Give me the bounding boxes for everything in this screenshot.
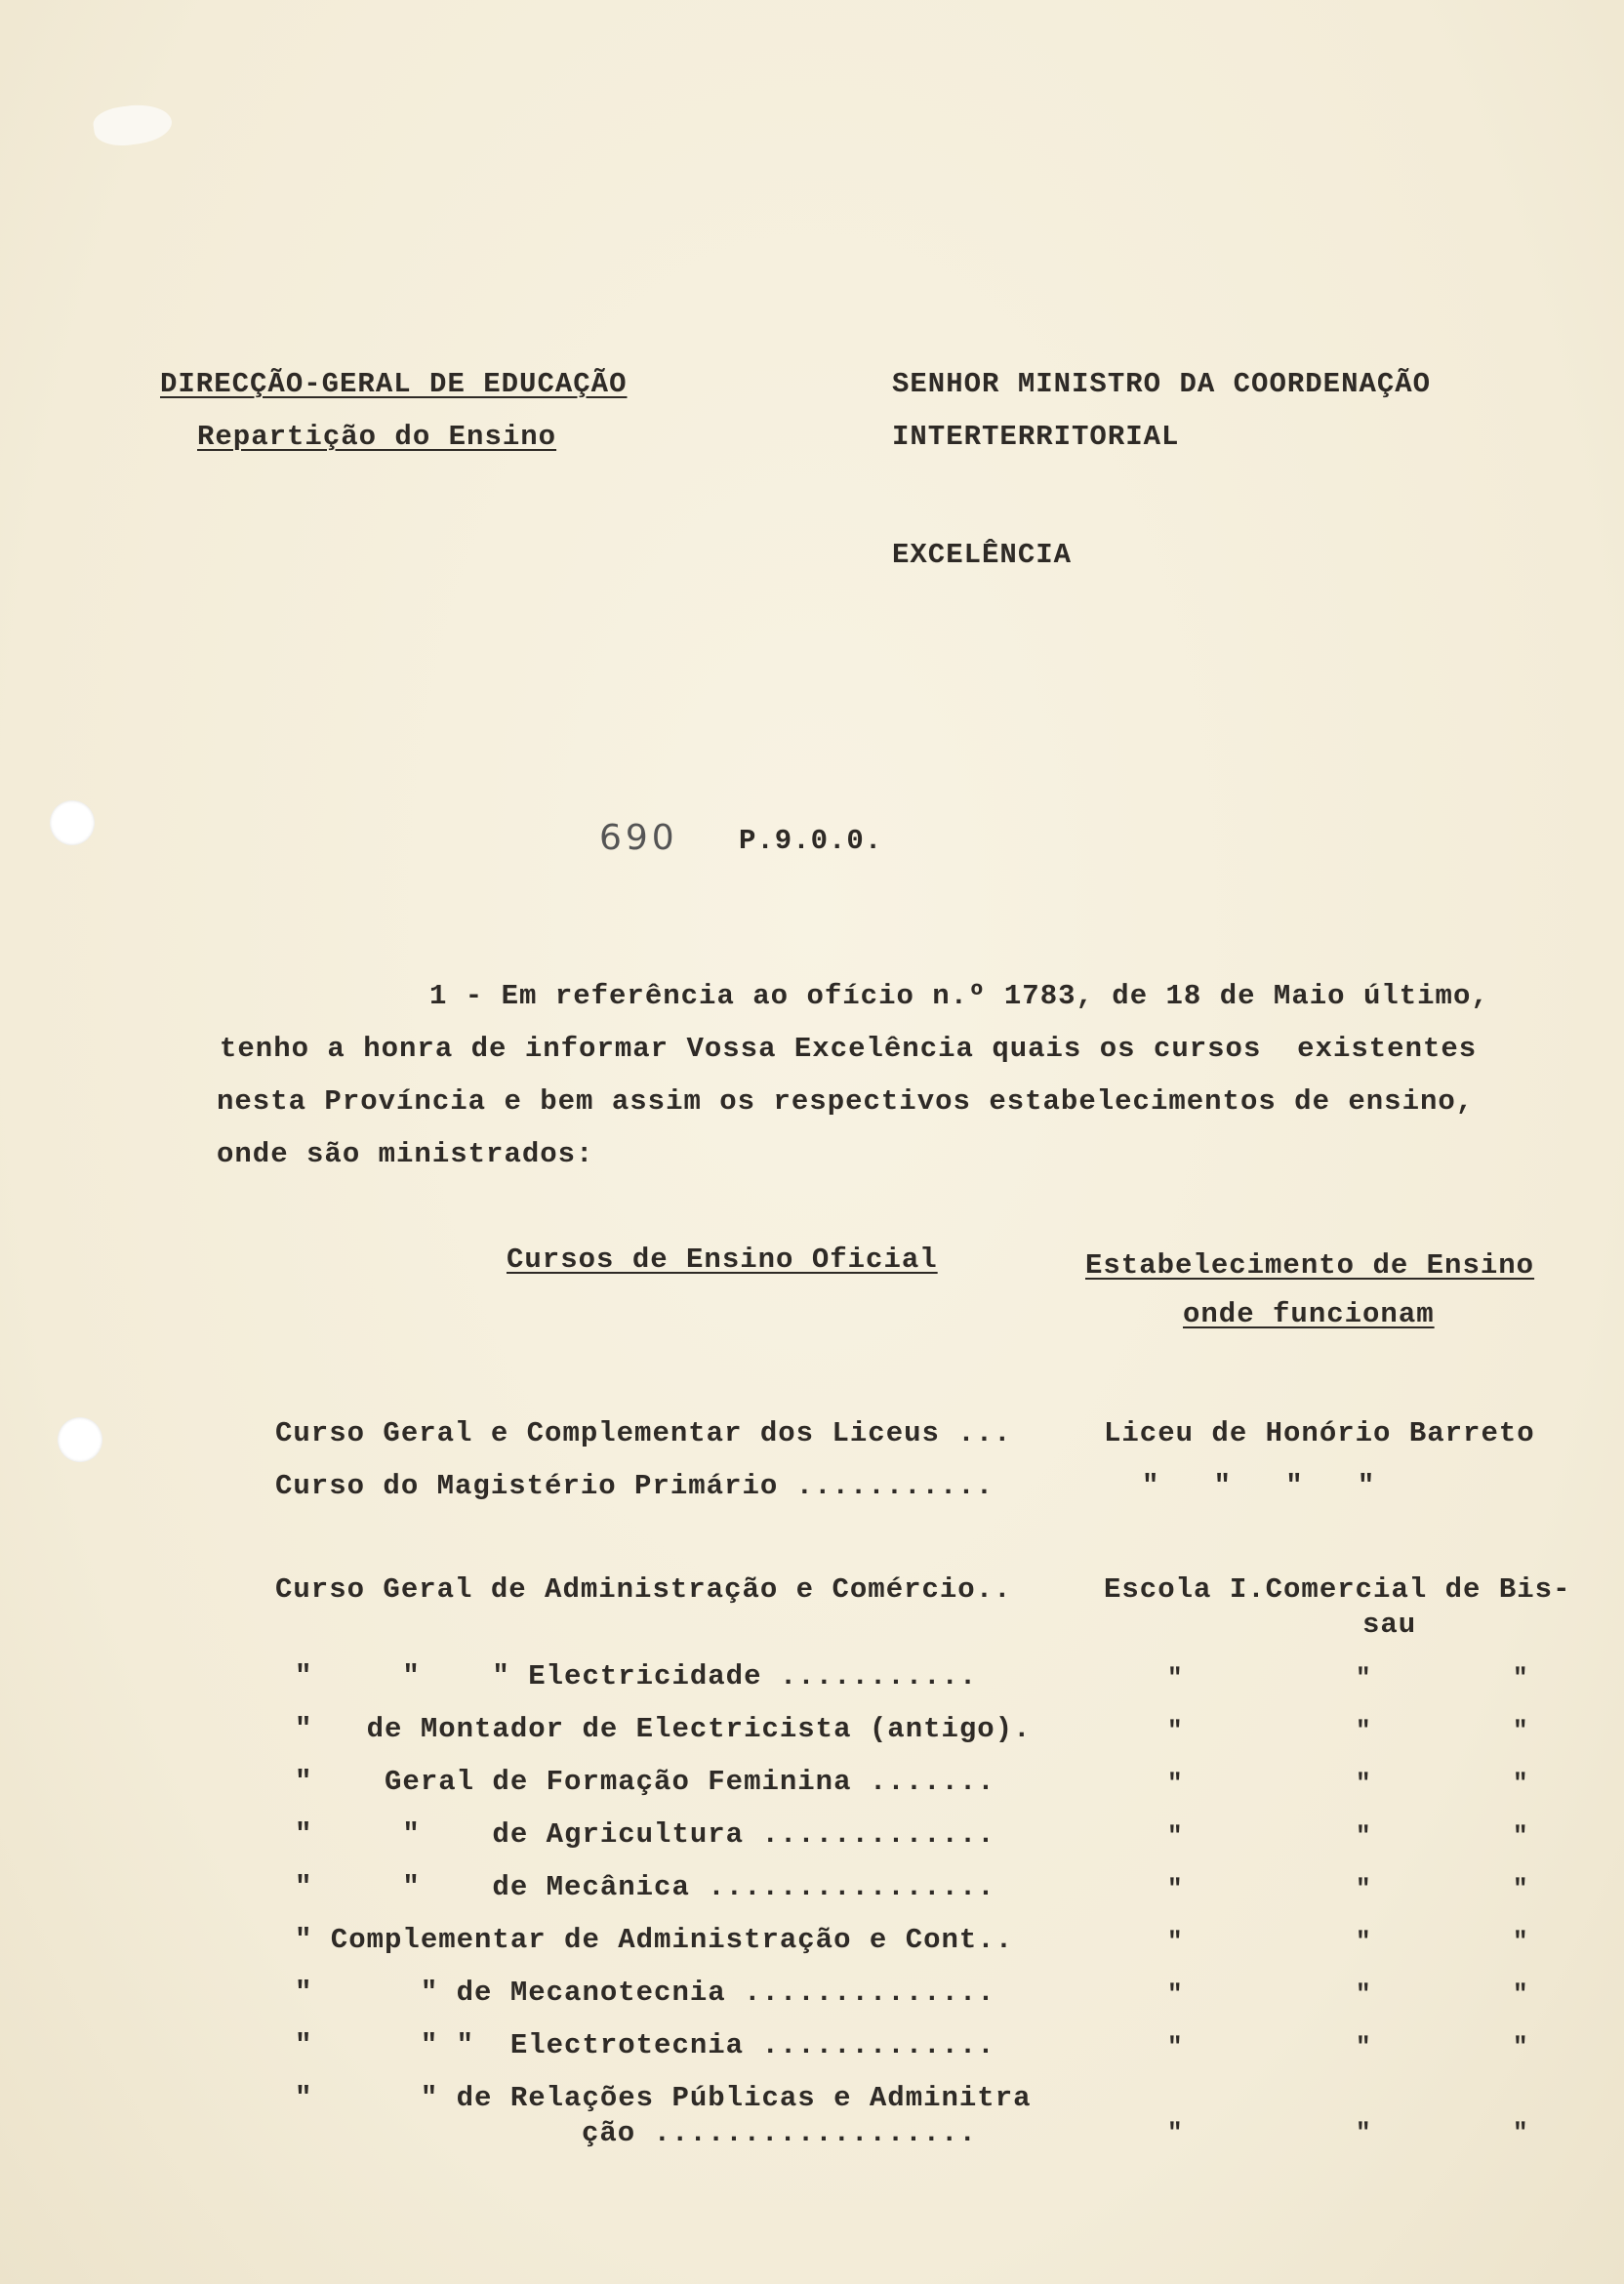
courses-column-header: Cursos de Ensino Oficial bbox=[507, 1244, 938, 1276]
ditto-mark: " bbox=[1167, 1927, 1183, 1956]
ditto-mark: " bbox=[1167, 1663, 1183, 1693]
paragraph-line: 1 - Em referência ao ofício n.º 1783, de 18 de Maio último, bbox=[429, 980, 1489, 1012]
paper-tear bbox=[92, 101, 175, 150]
course-row: " " de Mecanotecnia .............. bbox=[295, 1977, 995, 2009]
establishment-cell: " " " " bbox=[1142, 1470, 1376, 1502]
ditto-mark: " bbox=[1356, 2118, 1371, 2147]
ditto-mark: " bbox=[1167, 2032, 1183, 2061]
course-row-cont: ção .................. bbox=[582, 2117, 977, 2149]
course-row: " " " Electricidade ........... bbox=[295, 1660, 978, 1693]
department-subtitle: Repartição do Ensino bbox=[197, 421, 557, 453]
ditto-mark: " bbox=[1513, 1663, 1528, 1693]
course-row: " Geral de Formação Feminina ....... bbox=[295, 1766, 995, 1798]
ditto-mark: " bbox=[1167, 1769, 1183, 1798]
addressee-line2: INTERTERRITORIAL bbox=[892, 421, 1180, 453]
ditto-mark: " bbox=[1513, 1927, 1528, 1956]
course-row: " Complementar de Administração e Cont.. bbox=[295, 1924, 1014, 1956]
course-row: " " de Mecânica ................ bbox=[295, 1871, 995, 1903]
salutation: EXCELÊNCIA bbox=[892, 539, 1073, 571]
ditto-mark: " bbox=[1513, 1769, 1528, 1798]
ditto-mark: " bbox=[1167, 1979, 1183, 2009]
handwritten-reference-number: 690 bbox=[599, 818, 678, 858]
course-row: " de Montador de Electricista (antigo). bbox=[295, 1713, 1032, 1745]
establishment-cell-cont: sau bbox=[1362, 1609, 1417, 1641]
course-row: " " de Agricultura ............. bbox=[295, 1818, 995, 1851]
course-row: " " de Relações Públicas e Adminitra bbox=[295, 2082, 1032, 2114]
ditto-mark: " bbox=[1167, 2118, 1183, 2147]
punch-hole bbox=[58, 1417, 102, 1462]
department-title: DIRECÇÃO-GERAL DE EDUCAÇÃO bbox=[160, 368, 628, 400]
ditto-mark: " bbox=[1513, 2118, 1528, 2147]
paragraph-line: tenho a honra de informar Vossa Excelência quais os cursos existentes bbox=[220, 1033, 1478, 1065]
addressee-line1: SENHOR MINISTRO DA COORDENAÇÃO bbox=[892, 368, 1432, 400]
course-row: Curso Geral de Administração e Comércio.. bbox=[275, 1573, 1012, 1606]
ditto-mark: " bbox=[1356, 1874, 1371, 1903]
reference-code: P.9.0.0. bbox=[739, 825, 883, 857]
ditto-mark: " bbox=[1356, 2032, 1371, 2061]
ditto-mark: " bbox=[1356, 1979, 1371, 2009]
ditto-mark: " bbox=[1167, 1821, 1183, 1851]
course-row: " " " Electrotecnia ............. bbox=[295, 2029, 995, 2061]
paragraph-line: nesta Província e bem assim os respectivos estabelecimentos de ensino, bbox=[217, 1085, 1475, 1118]
establishment-cell: Escola I.Comercial de Bis- bbox=[1104, 1573, 1571, 1606]
establishment-column-header-cont: onde funcionam bbox=[1183, 1298, 1435, 1330]
ditto-mark: " bbox=[1167, 1874, 1183, 1903]
punch-hole bbox=[50, 800, 95, 845]
ditto-mark: " bbox=[1356, 1821, 1371, 1851]
ditto-mark: " bbox=[1356, 1769, 1371, 1798]
paragraph-line: onde são ministrados: bbox=[217, 1138, 594, 1170]
establishment-column-header: Estabelecimento de Ensino bbox=[1085, 1249, 1535, 1282]
ditto-mark: " bbox=[1513, 1716, 1528, 1745]
ditto-mark: " bbox=[1513, 1979, 1528, 2009]
establishment-cell: Liceu de Honório Barreto bbox=[1104, 1417, 1535, 1449]
ditto-mark: " bbox=[1356, 1663, 1371, 1693]
ditto-mark: " bbox=[1167, 1716, 1183, 1745]
ditto-mark: " bbox=[1513, 1821, 1528, 1851]
ditto-mark: " bbox=[1513, 1874, 1528, 1903]
ditto-mark: " bbox=[1513, 2032, 1528, 2061]
course-row: Curso Geral e Complementar dos Liceus ... bbox=[275, 1417, 1012, 1449]
course-row: Curso do Magistério Primário ........... bbox=[275, 1470, 995, 1502]
ditto-mark: " bbox=[1356, 1927, 1371, 1956]
ditto-mark: " bbox=[1356, 1716, 1371, 1745]
